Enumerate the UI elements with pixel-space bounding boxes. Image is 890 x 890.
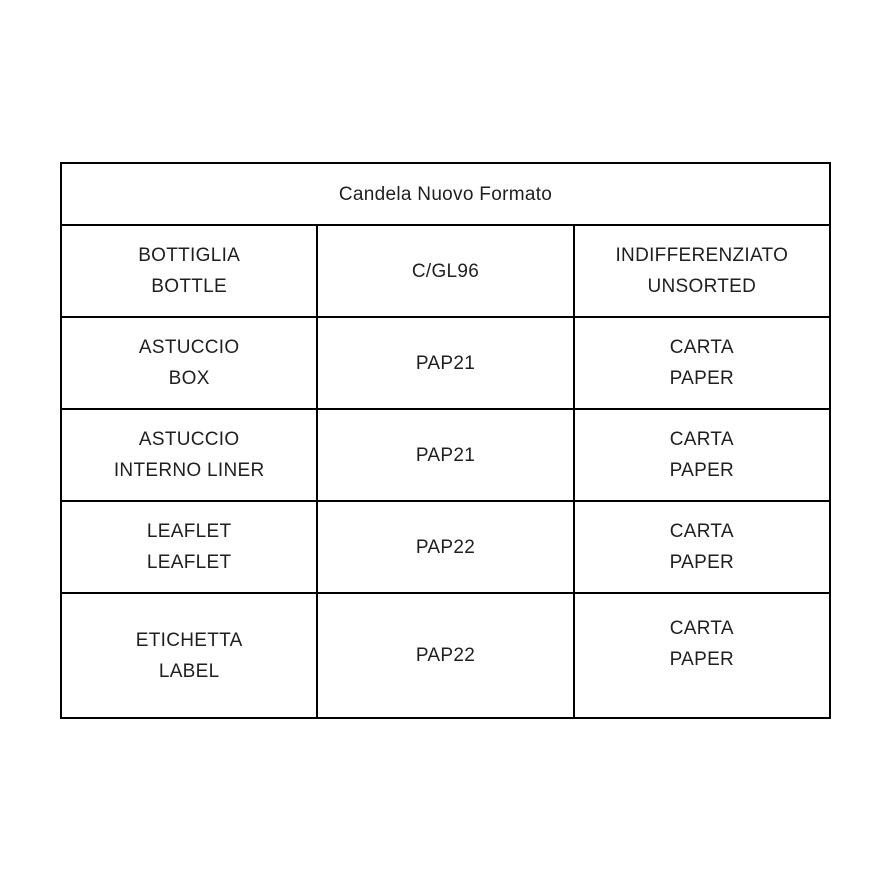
material-code: PAP21 xyxy=(415,444,476,466)
material-code-cell xyxy=(317,409,573,501)
table-row-liner xyxy=(61,409,830,501)
table-title: Candela Nuovo Formato xyxy=(61,163,830,225)
component-name-it: ASTUCCIO xyxy=(138,337,240,358)
table-row-box xyxy=(61,317,830,409)
component-name-en: INTERNO LINER xyxy=(113,460,265,481)
component-name-it: BOTTIGLIA xyxy=(138,245,241,266)
material-code: PAP22 xyxy=(415,645,476,666)
material-code: PAP22 xyxy=(415,536,476,558)
table-title-row xyxy=(61,163,830,225)
table-row-bottle xyxy=(61,225,830,317)
disposal-category-it: CARTA xyxy=(669,521,734,542)
disposal-category-en: PAPER xyxy=(669,368,735,389)
disposal-category-en: PAPER xyxy=(669,460,735,481)
disposal-cell xyxy=(574,501,830,593)
packaging-disposal-table xyxy=(60,162,831,719)
component-cell xyxy=(61,593,317,718)
disposal-cell xyxy=(574,593,830,718)
disposal-category-en: UNSORTED xyxy=(647,276,757,297)
disposal-category-en: PAPER xyxy=(669,649,735,670)
disposal-cell xyxy=(574,225,830,317)
component-name-en: BOTTLE xyxy=(151,276,228,297)
component-cell xyxy=(61,317,317,409)
component-cell xyxy=(61,501,317,593)
component-name-en: LABEL xyxy=(158,660,220,682)
component-name-it: ETICHETTA xyxy=(135,629,243,651)
material-code-cell xyxy=(317,225,573,317)
material-code-cell xyxy=(317,317,573,409)
material-code: C/GL96 xyxy=(411,260,480,282)
disposal-category-en: PAPER xyxy=(669,552,735,573)
material-code-cell xyxy=(317,593,573,718)
material-code-cell xyxy=(317,501,573,593)
disposal-cell xyxy=(574,317,830,409)
component-name-en: BOX xyxy=(168,368,210,389)
component-cell xyxy=(61,225,317,317)
component-name-en: LEAFLET xyxy=(146,552,232,573)
material-code: PAP21 xyxy=(415,352,476,374)
component-name-it: ASTUCCIO xyxy=(138,429,240,450)
disposal-cell xyxy=(574,409,830,501)
disposal-category-it: INDIFFERENZIATO xyxy=(615,245,789,266)
component-name-it: LEAFLET xyxy=(146,521,232,542)
disposal-category-it: CARTA xyxy=(669,429,734,450)
component-cell xyxy=(61,409,317,501)
table-row-label xyxy=(61,593,830,718)
disposal-category-it: CARTA xyxy=(669,618,734,639)
disposal-category-it: CARTA xyxy=(669,337,734,358)
table-row-leaflet xyxy=(61,501,830,593)
